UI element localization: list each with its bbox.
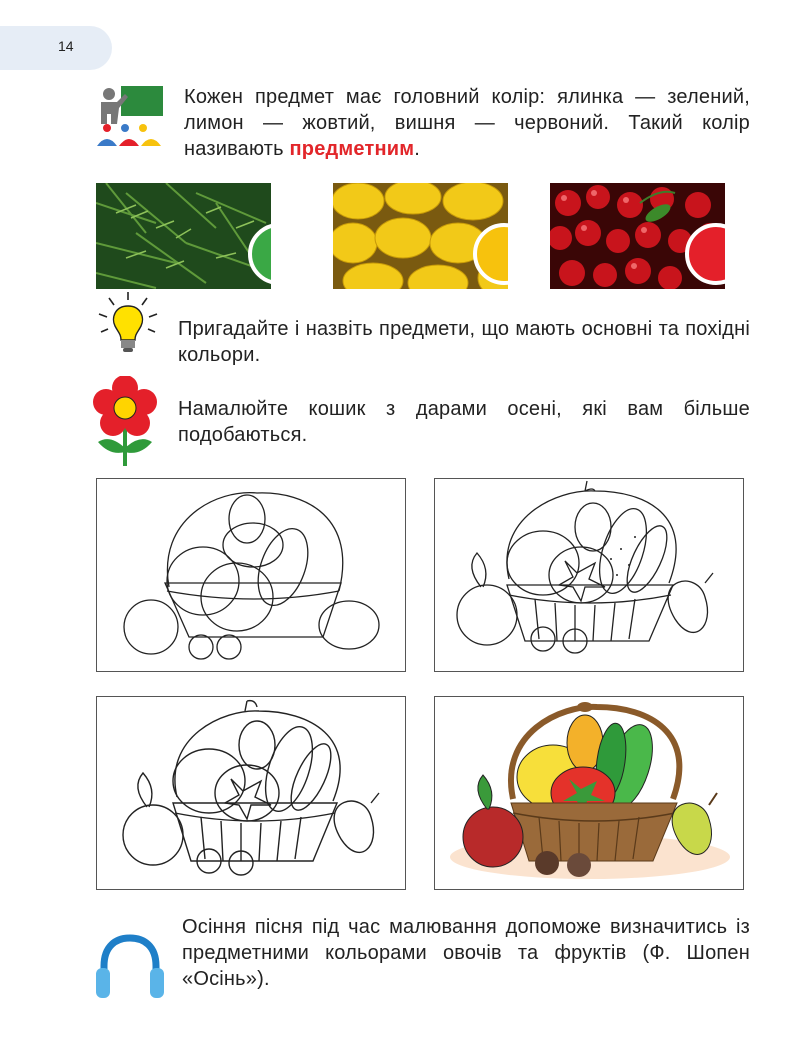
page-number: 14: [58, 38, 74, 54]
page-number-tab: [0, 26, 112, 70]
intro-paragraph: [184, 84, 750, 162]
lightbulb-icon: [95, 290, 161, 356]
draw-task-text: Намалюйте кошик з дарами осені, які вам більше подобаються.: [178, 398, 750, 446]
drawing-step-2: [434, 478, 744, 672]
photo-lemons: [333, 183, 508, 289]
photo-fir: [96, 183, 271, 289]
music-note-text: Осіння пісня під час малювання допоможе визначитись із предметними кольорами овочів та фруктів (Ф. Шопен «Осінь»).: [182, 916, 750, 990]
intro-text: Кожен предмет має головний колір: ялинка — зелений, лимон — жовтий, вишня — червоний. Такий колір називають: [184, 86, 750, 160]
photo-cherries: [550, 183, 725, 289]
intro-text-end: .: [414, 138, 421, 160]
headphones-icon: [94, 934, 166, 1000]
drawing-step-1: [96, 478, 406, 672]
flower-icon: [92, 376, 158, 468]
teacher-board-icon: [95, 84, 167, 156]
intro-highlight: предметним: [289, 138, 415, 160]
recall-task-text: Пригадайте і назвіть предмети, що мають основні та похідні кольори.: [178, 318, 750, 366]
drawing-step-4: [434, 696, 744, 890]
drawing-step-3: [96, 696, 406, 890]
